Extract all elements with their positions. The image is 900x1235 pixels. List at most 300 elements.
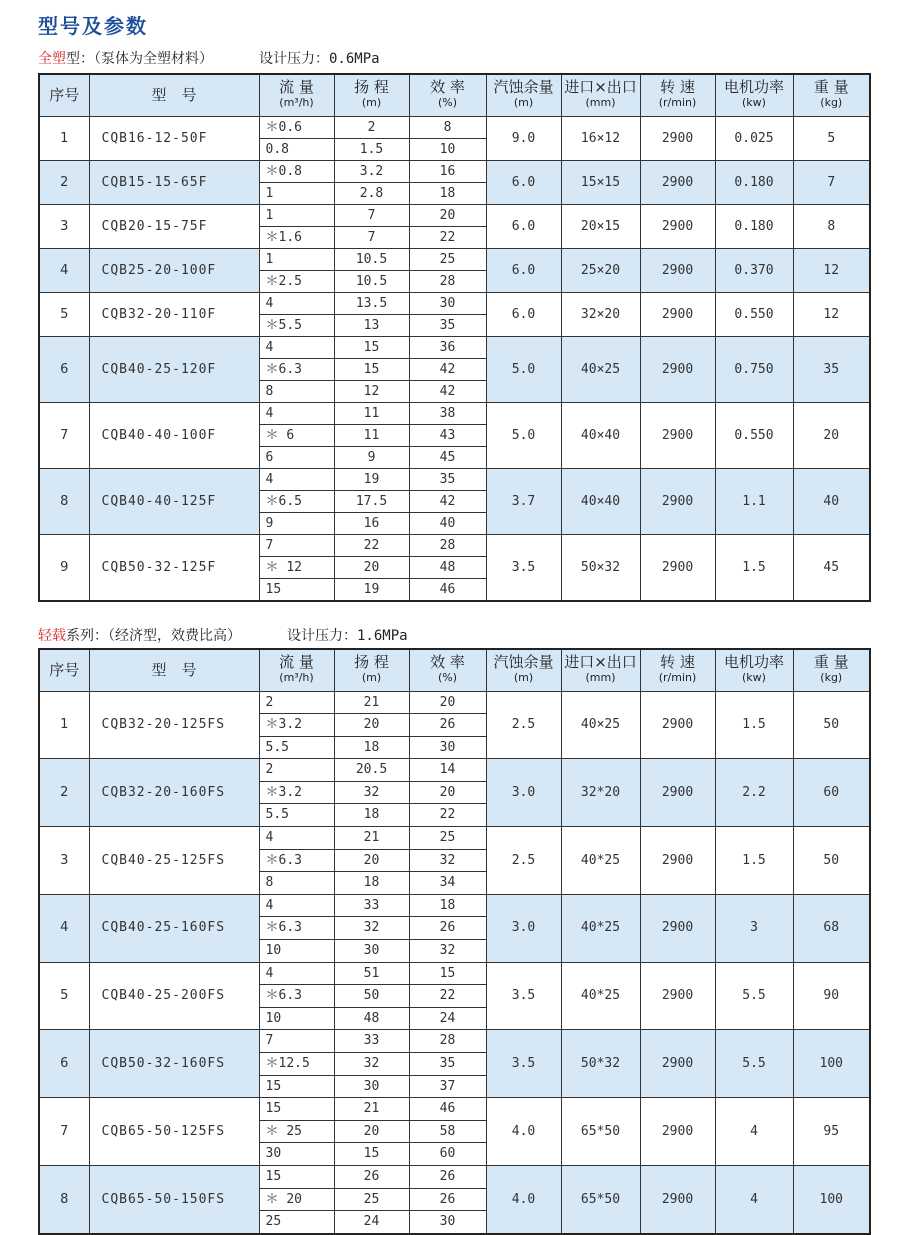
cell-eff: 26 xyxy=(409,714,486,737)
header-label: 流 量 xyxy=(279,653,314,672)
cell-model: CQB15-15-65F xyxy=(89,160,259,204)
cell-eff: 35 xyxy=(409,1053,486,1076)
table-row xyxy=(39,1165,870,1188)
table-row xyxy=(39,534,870,556)
cell-head: 13 xyxy=(334,314,409,336)
cell-head: 33 xyxy=(334,1030,409,1053)
cell-head: 30 xyxy=(334,940,409,963)
header-unit: (m³/h) xyxy=(279,671,314,685)
cell-weight: 7 xyxy=(793,160,870,204)
header-label: 转 速 xyxy=(660,78,695,97)
cell-flow: 25 xyxy=(259,1211,334,1234)
header-unit: (%) xyxy=(437,671,458,685)
header-flow xyxy=(259,74,334,116)
cell-port: 25×20 xyxy=(561,248,640,292)
cell-head: 7 xyxy=(334,226,409,248)
cell-model: CQB16-12-50F xyxy=(89,116,259,160)
cell-head: 9 xyxy=(334,446,409,468)
cell-model: CQB40-40-100F xyxy=(89,402,259,468)
cell-flow: ＊6.3 xyxy=(259,917,334,940)
cell-npsh: 6.0 xyxy=(486,292,561,336)
cell-port: 40×25 xyxy=(561,336,640,402)
cell-port: 15×15 xyxy=(561,160,640,204)
cell-flow: ＊0.6 xyxy=(259,116,334,138)
cell-seq: 6 xyxy=(39,336,89,402)
cell-flow: 1 xyxy=(259,248,334,270)
cell-eff: 22 xyxy=(409,226,486,248)
cell-npsh: 3.0 xyxy=(486,759,561,827)
cell-flow: 15 xyxy=(259,1165,334,1188)
cell-power: 5.5 xyxy=(715,1030,793,1098)
cell-power: 0.750 xyxy=(715,336,793,402)
cell-npsh: 2.5 xyxy=(486,827,561,895)
header-seq xyxy=(39,74,89,116)
cell-flow: 9 xyxy=(259,512,334,534)
header-label: 进口×出口 xyxy=(564,78,637,97)
cell-npsh: 6.0 xyxy=(486,204,561,248)
cell-eff: 30 xyxy=(409,292,486,314)
cell-weight: 90 xyxy=(793,962,870,1030)
cell-head: 2 xyxy=(334,116,409,138)
cell-speed: 2900 xyxy=(640,248,715,292)
cell-head: 20.5 xyxy=(334,759,409,782)
cell-speed: 2900 xyxy=(640,116,715,160)
cell-eff: 10 xyxy=(409,138,486,160)
table-row xyxy=(39,468,870,490)
cell-model: CQB65-50-150FS xyxy=(89,1165,259,1233)
cell-head: 1.5 xyxy=(334,138,409,160)
cell-port: 50×32 xyxy=(561,534,640,601)
cell-npsh: 3.0 xyxy=(486,894,561,962)
cell-head: 18 xyxy=(334,804,409,827)
header-label: 重 量 xyxy=(813,78,849,97)
header-npsh xyxy=(486,74,561,116)
cell-npsh: 4.0 xyxy=(486,1098,561,1166)
cell-port: 65*50 xyxy=(561,1165,640,1233)
cell-head: 19 xyxy=(334,468,409,490)
page-title: 型号及参数 xyxy=(38,14,148,38)
header-label: 型 号 xyxy=(151,660,197,679)
section-caption-1 xyxy=(38,625,408,645)
cell-head: 32 xyxy=(334,1053,409,1076)
cell-head: 10.5 xyxy=(334,270,409,292)
table-row xyxy=(39,759,870,782)
cell-flow: ＊6.5 xyxy=(259,490,334,512)
cell-flow: 5.5 xyxy=(259,804,334,827)
cell-model: CQB40-25-160FS xyxy=(89,894,259,962)
cell-npsh: 9.0 xyxy=(486,116,561,160)
cell-model: CQB32-20-110F xyxy=(89,292,259,336)
cell-npsh: 3.5 xyxy=(486,1030,561,1098)
cell-port: 65*50 xyxy=(561,1098,640,1166)
cell-flow: 2 xyxy=(259,759,334,782)
cell-head: 13.5 xyxy=(334,292,409,314)
header-unit: (m) xyxy=(513,671,534,685)
cell-head: 7 xyxy=(334,204,409,226)
cell-weight: 45 xyxy=(793,534,870,601)
cell-weight: 60 xyxy=(793,759,870,827)
cell-head: 32 xyxy=(334,917,409,940)
cell-model: CQB25-20-100F xyxy=(89,248,259,292)
cell-flow: 4 xyxy=(259,894,334,917)
table-row xyxy=(39,248,870,270)
cell-flow: 30 xyxy=(259,1143,334,1166)
table-row xyxy=(39,962,870,985)
table-row xyxy=(39,894,870,917)
cell-power: 0.550 xyxy=(715,292,793,336)
header-eff xyxy=(409,649,486,691)
cell-eff: 18 xyxy=(409,894,486,917)
cell-npsh: 5.0 xyxy=(486,336,561,402)
cell-speed: 2900 xyxy=(640,827,715,895)
cell-model: CQB50-32-160FS xyxy=(89,1030,259,1098)
header-label: 效 率 xyxy=(430,653,465,672)
header-unit: (m³/h) xyxy=(279,96,314,110)
cell-speed: 2900 xyxy=(640,962,715,1030)
cell-flow: ＊5.5 xyxy=(259,314,334,336)
cell-flow: 10 xyxy=(259,940,334,963)
cell-flow: ＊2.5 xyxy=(259,270,334,292)
cell-head: 17.5 xyxy=(334,490,409,512)
cell-weight: 100 xyxy=(793,1165,870,1233)
cell-flow: 4 xyxy=(259,827,334,850)
header-head xyxy=(334,649,409,691)
header-label: 电机功率 xyxy=(723,653,784,672)
header-unit: (%) xyxy=(437,96,458,110)
cell-flow: 15 xyxy=(259,1075,334,1098)
header-port xyxy=(561,649,640,691)
header-unit: (m) xyxy=(361,671,382,685)
cell-eff: 26 xyxy=(409,1165,486,1188)
cell-head: 30 xyxy=(334,1075,409,1098)
cell-flow: ＊ 20 xyxy=(259,1188,334,1211)
header-unit: (mm) xyxy=(585,671,616,685)
section-caption-0 xyxy=(38,48,380,68)
spec-table-full-plastic xyxy=(38,73,871,602)
table-row xyxy=(39,691,870,714)
cell-npsh: 3.7 xyxy=(486,468,561,534)
cell-head: 15 xyxy=(334,336,409,358)
cell-eff: 32 xyxy=(409,940,486,963)
cell-head: 15 xyxy=(334,1143,409,1166)
header-label: 转 速 xyxy=(660,653,695,672)
cell-seq: 3 xyxy=(39,204,89,248)
table-row xyxy=(39,402,870,424)
section-pressure: 设计压力：0.6MPa xyxy=(259,51,380,67)
cell-weight: 20 xyxy=(793,402,870,468)
cell-head: 26 xyxy=(334,1165,409,1188)
table-row xyxy=(39,204,870,226)
cell-npsh: 6.0 xyxy=(486,160,561,204)
header-speed xyxy=(640,649,715,691)
cell-seq: 4 xyxy=(39,248,89,292)
cell-head: 10.5 xyxy=(334,248,409,270)
cell-flow: 10 xyxy=(259,1007,334,1030)
cell-model: CQB40-40-125F xyxy=(89,468,259,534)
header-label: 型 号 xyxy=(151,85,197,104)
cell-model: CQB40-25-200FS xyxy=(89,962,259,1030)
cell-eff: 35 xyxy=(409,314,486,336)
cell-head: 20 xyxy=(334,714,409,737)
section-name-suffix: 型：（泵体为全塑材料） xyxy=(66,51,213,67)
header-model xyxy=(89,649,259,691)
cell-speed: 2900 xyxy=(640,468,715,534)
cell-npsh: 2.5 xyxy=(486,691,561,759)
header-model xyxy=(89,74,259,116)
cell-speed: 2900 xyxy=(640,402,715,468)
cell-eff: 37 xyxy=(409,1075,486,1098)
cell-port: 20×15 xyxy=(561,204,640,248)
cell-speed: 2900 xyxy=(640,1030,715,1098)
header-unit: (kg) xyxy=(820,671,843,685)
cell-npsh: 5.0 xyxy=(486,402,561,468)
section-pressure: 设计压力：1.6MPa xyxy=(287,628,408,644)
header-label: 电机功率 xyxy=(723,78,784,97)
header-unit: (r/min) xyxy=(658,96,697,110)
cell-power: 1.1 xyxy=(715,468,793,534)
cell-npsh: 4.0 xyxy=(486,1165,561,1233)
header-label: 进口×出口 xyxy=(564,653,637,672)
header-seq xyxy=(39,649,89,691)
cell-power: 0.025 xyxy=(715,116,793,160)
cell-power: 4 xyxy=(715,1098,793,1166)
cell-port: 16×12 xyxy=(561,116,640,160)
header-label: 扬 程 xyxy=(354,78,389,97)
header-unit: (mm) xyxy=(585,96,616,110)
cell-seq: 7 xyxy=(39,402,89,468)
cell-power: 3 xyxy=(715,894,793,962)
cell-seq: 7 xyxy=(39,1098,89,1166)
header-unit: (r/min) xyxy=(658,671,697,685)
cell-eff: 18 xyxy=(409,182,486,204)
cell-head: 19 xyxy=(334,578,409,601)
cell-eff: 42 xyxy=(409,380,486,402)
cell-speed: 2900 xyxy=(640,1165,715,1233)
cell-seq: 1 xyxy=(39,116,89,160)
cell-flow: 7 xyxy=(259,534,334,556)
cell-flow: 1 xyxy=(259,182,334,204)
cell-flow: 4 xyxy=(259,292,334,314)
cell-flow: ＊ 12 xyxy=(259,556,334,578)
cell-power: 5.5 xyxy=(715,962,793,1030)
header-label: 序号 xyxy=(49,85,80,104)
cell-seq: 2 xyxy=(39,759,89,827)
spec-table-light-duty xyxy=(38,648,871,1235)
cell-npsh: 3.5 xyxy=(486,962,561,1030)
cell-flow: ＊3.2 xyxy=(259,714,334,737)
header-npsh xyxy=(486,649,561,691)
cell-flow: ＊0.8 xyxy=(259,160,334,182)
header-label: 扬 程 xyxy=(354,653,389,672)
cell-flow: ＊12.5 xyxy=(259,1053,334,1076)
cell-port: 40*25 xyxy=(561,894,640,962)
header-label: 序号 xyxy=(49,660,80,679)
cell-power: 4 xyxy=(715,1165,793,1233)
cell-head: 18 xyxy=(334,872,409,895)
cell-eff: 58 xyxy=(409,1120,486,1143)
cell-eff: 26 xyxy=(409,917,486,940)
cell-model: CQB65-50-125FS xyxy=(89,1098,259,1166)
cell-eff: 28 xyxy=(409,270,486,292)
cell-head: 20 xyxy=(334,556,409,578)
table-row xyxy=(39,116,870,138)
cell-eff: 30 xyxy=(409,1211,486,1234)
cell-head: 21 xyxy=(334,827,409,850)
header-label: 汽蚀余量 xyxy=(493,78,554,97)
cell-head: 50 xyxy=(334,985,409,1008)
header-speed xyxy=(640,74,715,116)
cell-port: 32*20 xyxy=(561,759,640,827)
cell-speed: 2900 xyxy=(640,336,715,402)
cell-eff: 25 xyxy=(409,248,486,270)
cell-flow: 5.5 xyxy=(259,736,334,759)
cell-flow: 4 xyxy=(259,336,334,358)
cell-eff: 40 xyxy=(409,512,486,534)
cell-npsh: 6.0 xyxy=(486,248,561,292)
cell-model: CQB40-25-125FS xyxy=(89,827,259,895)
cell-model: CQB32-20-160FS xyxy=(89,759,259,827)
cell-eff: 34 xyxy=(409,872,486,895)
cell-power: 2.2 xyxy=(715,759,793,827)
cell-model: CQB40-25-120F xyxy=(89,336,259,402)
header-unit: (m) xyxy=(513,96,534,110)
cell-eff: 48 xyxy=(409,556,486,578)
cell-seq: 5 xyxy=(39,292,89,336)
cell-flow: 4 xyxy=(259,468,334,490)
header-weight xyxy=(793,74,870,116)
cell-eff: 28 xyxy=(409,1030,486,1053)
cell-head: 11 xyxy=(334,402,409,424)
header-label: 效 率 xyxy=(430,78,465,97)
section-name: 全塑 xyxy=(38,51,66,67)
cell-eff: 16 xyxy=(409,160,486,182)
cell-seq: 6 xyxy=(39,1030,89,1098)
table-row xyxy=(39,292,870,314)
header-unit: (kg) xyxy=(820,96,843,110)
cell-port: 40×40 xyxy=(561,402,640,468)
cell-power: 1.5 xyxy=(715,691,793,759)
cell-flow: ＊ 25 xyxy=(259,1120,334,1143)
cell-eff: 46 xyxy=(409,578,486,601)
cell-head: 12 xyxy=(334,380,409,402)
cell-weight: 8 xyxy=(793,204,870,248)
cell-flow: ＊6.3 xyxy=(259,358,334,380)
cell-head: 20 xyxy=(334,1120,409,1143)
cell-head: 16 xyxy=(334,512,409,534)
cell-model: CQB32-20-125FS xyxy=(89,691,259,759)
cell-eff: 35 xyxy=(409,468,486,490)
section-name-suffix: 系列：（经济型，效费比高） xyxy=(66,628,241,644)
cell-power: 1.5 xyxy=(715,827,793,895)
cell-port: 40×40 xyxy=(561,468,640,534)
header-label: 重 量 xyxy=(813,653,849,672)
section-name: 轻载 xyxy=(38,628,66,644)
cell-head: 11 xyxy=(334,424,409,446)
header-flow xyxy=(259,649,334,691)
cell-flow: 7 xyxy=(259,1030,334,1053)
cell-flow: 0.8 xyxy=(259,138,334,160)
cell-port: 40*25 xyxy=(561,962,640,1030)
cell-head: 48 xyxy=(334,1007,409,1030)
cell-model: CQB50-32-125F xyxy=(89,534,259,601)
table-row xyxy=(39,1098,870,1121)
cell-port: 50*32 xyxy=(561,1030,640,1098)
cell-flow: 15 xyxy=(259,1098,334,1121)
cell-eff: 15 xyxy=(409,962,486,985)
cell-head: 32 xyxy=(334,781,409,804)
cell-head: 18 xyxy=(334,736,409,759)
cell-flow: ＊3.2 xyxy=(259,781,334,804)
cell-weight: 50 xyxy=(793,827,870,895)
cell-power: 0.550 xyxy=(715,402,793,468)
cell-power: 0.370 xyxy=(715,248,793,292)
cell-eff: 28 xyxy=(409,534,486,556)
cell-head: 2.8 xyxy=(334,182,409,204)
cell-power: 0.180 xyxy=(715,204,793,248)
cell-eff: 42 xyxy=(409,358,486,380)
cell-eff: 20 xyxy=(409,691,486,714)
table-row xyxy=(39,1030,870,1053)
cell-head: 33 xyxy=(334,894,409,917)
table-row xyxy=(39,336,870,358)
header-unit: (kw) xyxy=(742,96,766,110)
cell-port: 32×20 xyxy=(561,292,640,336)
cell-flow: 8 xyxy=(259,872,334,895)
cell-seq: 3 xyxy=(39,827,89,895)
cell-head: 3.2 xyxy=(334,160,409,182)
cell-eff: 45 xyxy=(409,446,486,468)
cell-seq: 1 xyxy=(39,691,89,759)
cell-flow: 1 xyxy=(259,204,334,226)
cell-weight: 5 xyxy=(793,116,870,160)
cell-port: 40*25 xyxy=(561,827,640,895)
cell-flow: ＊6.3 xyxy=(259,985,334,1008)
header-head xyxy=(334,74,409,116)
header-power xyxy=(715,74,793,116)
cell-head: 21 xyxy=(334,691,409,714)
cell-seq: 9 xyxy=(39,534,89,601)
cell-weight: 50 xyxy=(793,691,870,759)
cell-eff: 24 xyxy=(409,1007,486,1030)
table-row xyxy=(39,827,870,850)
cell-eff: 60 xyxy=(409,1143,486,1166)
cell-eff: 22 xyxy=(409,804,486,827)
cell-eff: 8 xyxy=(409,116,486,138)
cell-weight: 40 xyxy=(793,468,870,534)
cell-weight: 100 xyxy=(793,1030,870,1098)
cell-flow: 4 xyxy=(259,962,334,985)
cell-power: 1.5 xyxy=(715,534,793,601)
cell-seq: 4 xyxy=(39,894,89,962)
cell-eff: 14 xyxy=(409,759,486,782)
cell-weight: 68 xyxy=(793,894,870,962)
cell-speed: 2900 xyxy=(640,204,715,248)
cell-weight: 35 xyxy=(793,336,870,402)
cell-eff: 20 xyxy=(409,781,486,804)
cell-eff: 20 xyxy=(409,204,486,226)
cell-flow: ＊6.3 xyxy=(259,849,334,872)
cell-weight: 12 xyxy=(793,248,870,292)
cell-flow: 4 xyxy=(259,402,334,424)
header-unit: (m) xyxy=(361,96,382,110)
header-label: 汽蚀余量 xyxy=(493,653,554,672)
cell-model: CQB20-15-75F xyxy=(89,204,259,248)
cell-flow: 6 xyxy=(259,446,334,468)
cell-speed: 2900 xyxy=(640,292,715,336)
cell-speed: 2900 xyxy=(640,894,715,962)
header-eff xyxy=(409,74,486,116)
cell-seq: 2 xyxy=(39,160,89,204)
